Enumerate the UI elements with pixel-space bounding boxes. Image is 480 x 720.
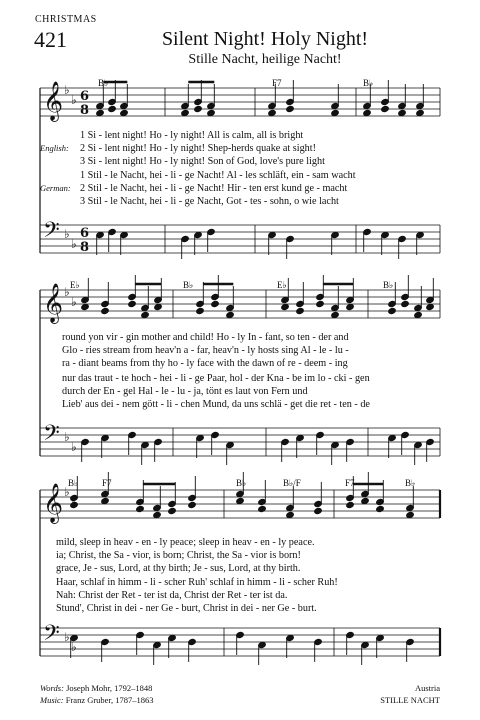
lyric-line: round yon vir - gin mother and child! Ho - ly In - fant, so ten - der and xyxy=(62,332,349,343)
lyric-line: Glo - ries stream from heav'n a - far, heav'n - ly hosts sing Al - le - lu - xyxy=(62,345,349,356)
note-head xyxy=(286,105,295,112)
words-credit xyxy=(40,683,152,693)
note-head xyxy=(331,109,340,116)
note-head xyxy=(388,307,397,314)
flat-icon: ♭ xyxy=(71,440,77,454)
lyric-line: 3 Si - lent night! Ho - ly night! Son of God, love's pure light xyxy=(80,156,325,167)
chord-symbol: E♭ xyxy=(277,280,287,290)
flat-icon: ♭ xyxy=(71,640,77,654)
chord-symbol: B♭ xyxy=(363,78,374,88)
note-head xyxy=(226,311,235,318)
lyric-line: Haar, schlaf in himm - li - scher Ruh' schlaf in himm - li - scher Ruh! xyxy=(56,577,338,588)
note-head xyxy=(128,300,137,307)
lyric-line: ia; Christ, the Sa - vior, is born; Christ, the Sa - vior is born! xyxy=(56,550,301,561)
lyric-line: 1 Stil - le Nacht, hei - li - ge Nacht! Al - les schläft, ein - sam wacht xyxy=(80,170,356,181)
hymn-subtitle: Stille Nacht, heilige Nacht! xyxy=(188,52,342,67)
note-head xyxy=(136,505,145,512)
tune-origin: Austria xyxy=(414,683,440,693)
note-head xyxy=(168,507,177,514)
language-label-german: German: xyxy=(40,183,71,193)
note-head xyxy=(316,300,325,307)
words-author: Joseph Mohr, 1792–1848 xyxy=(66,683,153,693)
lyric-line: durch der En - gel Hal - le - lu - ja, tönt es laut von Fern und xyxy=(62,386,308,397)
flat-icon: ♭ xyxy=(64,83,70,97)
note-head xyxy=(211,300,220,307)
chord-symbol: B♭ xyxy=(405,478,416,488)
music-author: Franz Gruber, 1787–1863 xyxy=(65,695,154,705)
note-head xyxy=(361,497,370,504)
flat-icon: ♭ xyxy=(64,285,70,299)
lyric-line: 1 Si - lent night! Ho - ly night! All is calm, all is bright xyxy=(80,130,304,141)
flat-icon: ♭ xyxy=(71,93,77,107)
lyric-line: grace, Je - sus, Lord, at thy birth; Je - sus, Lord, at thy birth. xyxy=(56,563,301,574)
note-head xyxy=(268,109,277,116)
time-signature: 6 xyxy=(80,89,90,104)
note-head xyxy=(346,501,355,508)
note-head xyxy=(296,307,305,314)
chord-symbol: F7 xyxy=(102,478,112,488)
lyric-line: mild, sleep in heav - en - ly peace; sleep in heav - en - ly peace. xyxy=(56,537,315,548)
note-head xyxy=(414,311,423,318)
note-head xyxy=(101,497,110,504)
bass-clef-icon: 𝄢 xyxy=(43,421,60,451)
note-head xyxy=(236,497,245,504)
language-label-english: English: xyxy=(40,143,69,153)
lyric-line: 3 Stil - le Nacht, hei - li - ge Nacht, Got - tes - sohn, o wie lacht xyxy=(80,196,339,207)
flat-icon: ♭ xyxy=(64,430,70,444)
bass-clef-icon: 𝄢 xyxy=(43,621,60,651)
note-head xyxy=(258,505,267,512)
music-label: Music: xyxy=(40,695,64,705)
note-head xyxy=(406,511,415,518)
chord-symbol: B♭ xyxy=(183,280,194,290)
note-head xyxy=(141,311,150,318)
note-head xyxy=(96,109,105,116)
lyric-line: Lieb' aus dei - nem gött - li - chen Mund, da uns schlä - get die ret - ten - de xyxy=(62,399,370,410)
chord-symbol: B♭ xyxy=(236,478,247,488)
chord-symbol: F7 xyxy=(272,78,282,88)
note-head xyxy=(314,507,323,514)
note-head xyxy=(196,307,205,314)
chord-symbol: B♭/F xyxy=(283,478,301,488)
note-head xyxy=(181,109,190,116)
lyric-line: 2 Si - lent night! Ho - ly night! Shep-herds quake at sight! xyxy=(80,143,316,154)
note-head xyxy=(286,511,295,518)
time-signature: 8 xyxy=(80,103,90,118)
time-signature: 6 xyxy=(80,226,90,241)
note-head xyxy=(153,511,162,518)
flat-icon: ♭ xyxy=(64,630,70,644)
tune-name: STILLE NACHT xyxy=(380,695,440,705)
note-head xyxy=(154,303,163,310)
note-head xyxy=(346,303,355,310)
note-head xyxy=(401,300,410,307)
time-signature: 8 xyxy=(80,240,90,255)
flat-icon: ♭ xyxy=(71,295,77,309)
flat-icon: ♭ xyxy=(64,227,70,241)
note-head xyxy=(376,505,385,512)
lyric-line: nur das traut - te hoch - hei - li - ge Paar, hol - der Kna - be im lo - cki - gen xyxy=(62,373,370,384)
note-head xyxy=(120,109,129,116)
note-head xyxy=(426,303,435,310)
chord-symbol: B♭ xyxy=(68,478,79,488)
section-label: CHRISTMAS xyxy=(35,14,97,25)
chord-symbol: F7 xyxy=(345,478,355,488)
words-label: Words: xyxy=(40,683,64,693)
treble-clef-icon: 𝄞 xyxy=(43,483,64,523)
lyric-line: Nah: Christ der Ret - ter ist da, Christ der Ret - ter ist da. xyxy=(56,590,288,601)
note-head xyxy=(188,501,197,508)
note-head xyxy=(207,109,216,116)
lyric-line: ra - diant beams from thy ho - ly face with the dawn of re - deem - ing xyxy=(62,358,348,369)
hymn-title: Silent Night! Holy Night! xyxy=(161,28,369,50)
flat-icon: ♭ xyxy=(71,495,77,509)
treble-clef-icon: 𝄞 xyxy=(43,81,64,121)
lyric-line: 2 Stil - le Nacht, hei - li - ge Nacht! Hir - ten erst kund ge - macht xyxy=(80,183,348,194)
lyric-line: Stund', Christ in dei - ner Ge - burt, Christ in dei - ner Ge - burt. xyxy=(56,603,317,614)
chord-symbol: B♭ xyxy=(383,280,394,290)
flat-icon: ♭ xyxy=(64,485,70,499)
note-head xyxy=(363,109,372,116)
hymn-number: 421 xyxy=(34,27,67,52)
note-head xyxy=(416,109,425,116)
chord-symbol: B♭ xyxy=(98,78,109,88)
music-credit xyxy=(40,695,153,705)
note-head xyxy=(108,105,117,112)
chord-symbol: E♭ xyxy=(70,280,80,290)
note-head xyxy=(381,105,390,112)
bass-clef-icon: 𝄢 xyxy=(43,218,60,248)
flat-icon: ♭ xyxy=(71,237,77,251)
note-head xyxy=(81,303,90,310)
note-head xyxy=(398,109,407,116)
treble-clef-icon: 𝄞 xyxy=(43,283,64,323)
note-head xyxy=(101,307,110,314)
note-head xyxy=(281,303,290,310)
note-head xyxy=(194,105,203,112)
note-head xyxy=(331,311,340,318)
